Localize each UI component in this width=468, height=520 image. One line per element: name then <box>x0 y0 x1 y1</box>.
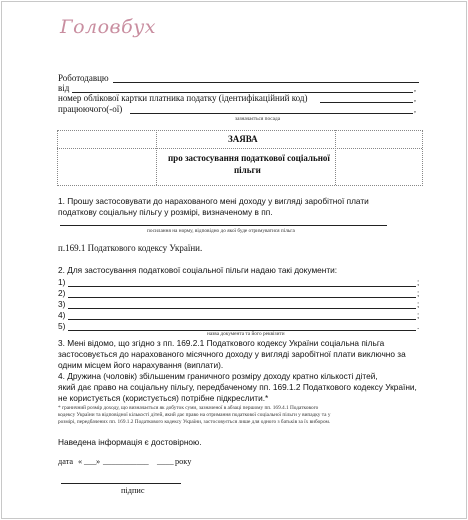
title-table-left-col <box>156 130 157 185</box>
statement-subheading-2: пільги <box>234 165 261 175</box>
golovbukh-logo: Головбух <box>60 16 156 38</box>
employee-comma: , <box>414 105 416 114</box>
document-item-2-number: 2) <box>58 288 66 298</box>
section4-line2: який дає право на соціальну пільгу, передбаченому пп. 169.1.2 Податкового кодексу України, <box>58 382 417 392</box>
document-item-2-line[interactable] <box>68 297 416 298</box>
signature-line[interactable] <box>61 483 181 484</box>
date-open-quote: « <box>78 457 83 466</box>
certify-text: Наведена інформація є достовірною. <box>58 437 202 447</box>
statement-heading: ЗАЯВА <box>228 134 258 144</box>
document-item-5-number: 5) <box>58 321 66 331</box>
date-month-field[interactable]: ___________ <box>103 457 149 466</box>
document-item-4-number: 4) <box>58 310 66 320</box>
date-day-field[interactable]: ___ <box>84 457 97 466</box>
section4-line3: не користується (користується) потрібне підкреслити.* <box>58 393 269 403</box>
documents-hint: назва документа та його реквізити <box>207 331 285 337</box>
section2-intro: 2. Для застосування податкової соціальної пільги надаю такі документи: <box>58 265 338 275</box>
footnote-line3: розмірі, передбачених пп. 169.1.2 Податкового кодексу України, застосовується лише для одного з батьків за їх вибором. <box>58 419 331 425</box>
benefit-norm-hint: посилання на норму, відповідно до якої буде отримуватися пільга <box>147 228 295 234</box>
employer-label: Роботодавцю <box>58 73 109 83</box>
section1-line2: податкову соціальну пільгу у розмірі, визначеному в пп. <box>58 207 273 217</box>
from-label: від <box>58 83 70 93</box>
employee-label: працюючого(-ої) <box>58 104 123 114</box>
document-item-3-line[interactable] <box>68 308 416 309</box>
document-item-4-line[interactable] <box>68 319 416 320</box>
title-table-divider <box>57 148 422 149</box>
document-item-3-number: 3) <box>58 299 66 309</box>
document-item-5-period: . <box>417 322 420 331</box>
document-item-1-number: 1) <box>58 277 66 287</box>
footnote-line2: кодексу України та відповідної кількості дітей, який дає право на отримання податкової соціальної пільги у випадку та у <box>58 412 331 418</box>
from-comma: , <box>414 84 416 93</box>
footnote-line1: * граничний розмір доходу, що визначається як добуток суми, зазначеної в абзаці першому пп. 169.4.1 Податкового <box>58 405 319 411</box>
date-label: дата <box>58 457 74 466</box>
section1-line1: 1. Прошу застосовувати до нарахованого мені доходу у вигляді заробітної плати <box>58 196 369 206</box>
employee-input-line[interactable] <box>130 113 413 114</box>
section3-line2: застосовується до нарахованого місячного доходу у вигляді заробітної плати виключно за <box>58 349 406 359</box>
date-year-word: року <box>175 457 192 466</box>
employer-input-line[interactable] <box>113 82 419 83</box>
statement-subheading-1: про застосування податкової соціальної <box>168 153 330 163</box>
benefit-norm-input-line[interactable] <box>60 225 387 226</box>
section3-line3: одним місцем його нарахування (виплати). <box>58 360 224 370</box>
document-item-1-line[interactable] <box>68 286 416 287</box>
document-item-1-semicolon: ; <box>417 278 420 287</box>
document-item-2-semicolon: ; <box>417 289 420 298</box>
tax-id-comma: , <box>414 94 416 103</box>
document-item-3-semicolon: ; <box>417 300 420 309</box>
date-close-quote: » <box>96 457 101 466</box>
section4-line1: 4. Дружина (чоловік) збільшеним граничного розміру доходу кратно кількості дітей, <box>58 371 378 381</box>
section3-line1: 3. Мені відомо, що згідно з пп. 169.2.1 Податкового кодексу України соціальна пільга <box>58 338 385 348</box>
title-table-right-col <box>335 130 336 185</box>
tax-id-input-line[interactable] <box>320 102 413 103</box>
section1-line3: п.169.1 Податкового кодексу України. <box>58 243 203 253</box>
document-item-4-semicolon: ; <box>417 311 420 320</box>
tax-id-label: номер облікової картки платника податку (ідентифікаційний код) <box>58 93 308 103</box>
signature-label: підпис <box>121 486 145 495</box>
date-year-field[interactable]: ____ <box>157 457 174 466</box>
position-hint: зазначається посада <box>235 116 281 122</box>
